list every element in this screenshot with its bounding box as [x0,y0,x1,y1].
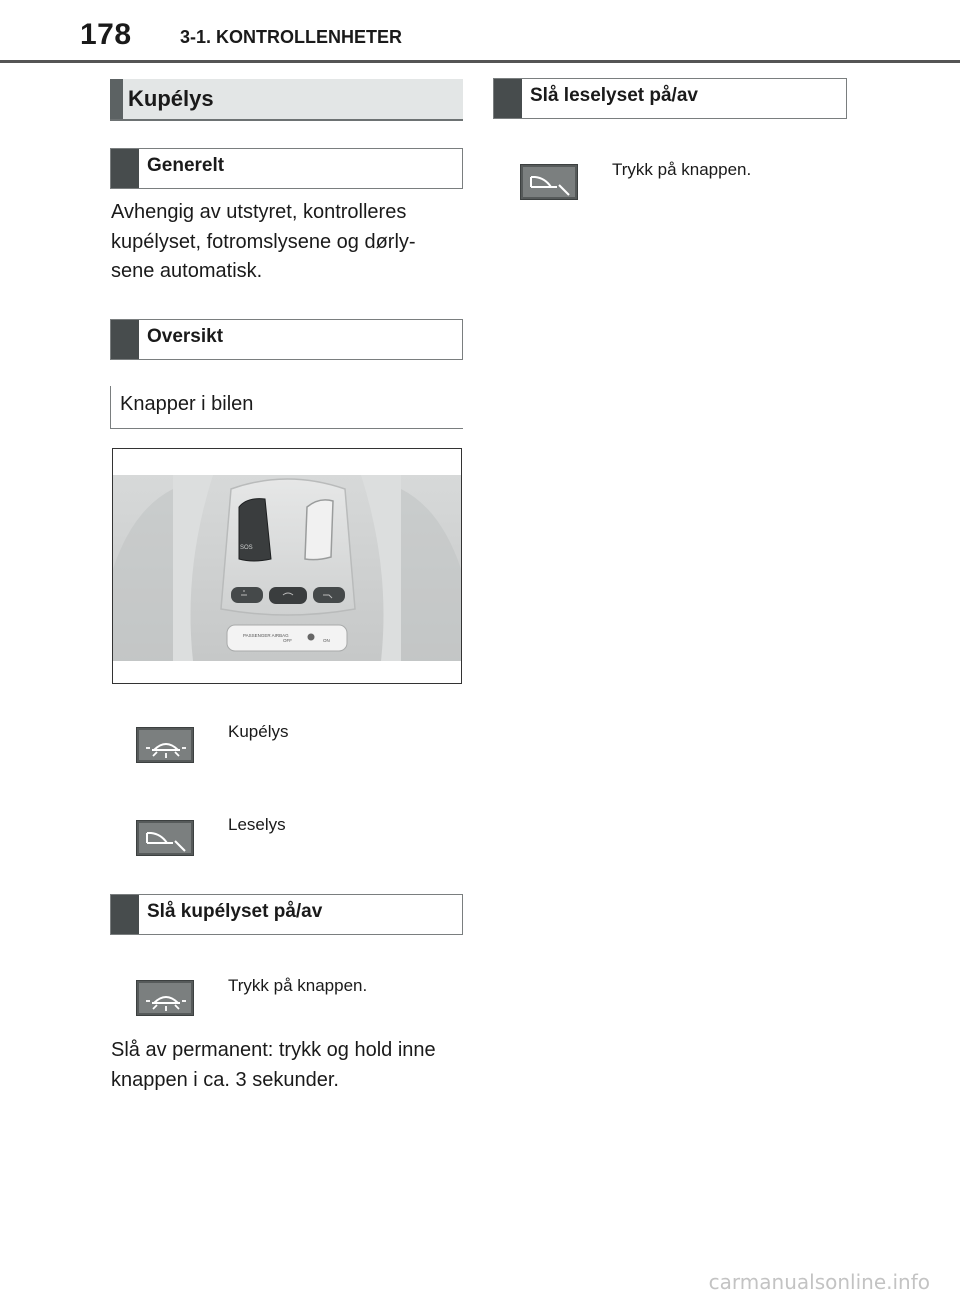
sos-button [239,499,271,561]
sos-label: SOS [240,545,253,551]
passenger-airbag-label: PASSENGER AIRBAG [243,633,289,638]
paragraph-line: kupélyset, fotromslysene og dørly- [111,230,416,253]
chapter-title: 3-1. KONTROLLENHETER [180,27,403,47]
subsubheading-text: Knapper i bilen [120,393,254,415]
paragraph-line: knappen i ca. 3 sekunder. [111,1068,339,1091]
heading-accent-bar [110,79,123,119]
subheading-sla-leselys [493,78,847,119]
section-heading-text: Kupélys [128,86,214,111]
subheading-text: Generelt [147,155,225,176]
subheading-oversikt [110,319,463,360]
paragraph-line: Avhengig av utstyret, kontrolleres [111,201,407,223]
reading-instruction: Trykk på knappen. [612,160,752,179]
subheading-text: Oversikt [147,326,224,347]
header-divider [0,60,960,63]
heading-accent-block [494,79,522,118]
heading-accent-block [111,320,139,359]
interior-off-paragraph [111,1036,463,1095]
subsubheading-knapper [110,386,463,429]
watermark: carmanualsonline.info [708,1270,930,1294]
paragraph-line: Slå av permanent: trykk og hold inne [111,1039,436,1061]
console-button-center [269,587,307,604]
subheading-text: Slå kupélyset på/av [147,901,323,922]
interior-light-button-icon [136,980,194,1016]
reading-light-label: Leselys [228,815,286,834]
heading-accent-block [111,895,139,934]
subheading-sla-kupelys [110,894,463,935]
subheading-text: Slå leselyset på/av [530,85,698,106]
interior-light-label: Kupélys [228,722,289,741]
section-heading-kupelys [110,79,463,121]
console-illustration [113,449,461,683]
interior-light-icon [136,727,194,763]
reading-light-button-icon [520,164,578,200]
paragraph-line: sene automatisk. [111,260,263,282]
page-number: 178 [80,18,132,51]
subheading-generelt [110,148,463,189]
general-paragraph [111,198,463,287]
airbag-off-label: OFF [283,638,292,643]
airbag-on-label: ON [323,638,330,643]
microphone-cover [305,500,333,560]
interior-instruction: Trykk på knappen. [228,976,368,995]
reading-light-icon [136,820,194,856]
heading-accent-block [111,149,139,188]
overhead-console-image [112,448,462,684]
